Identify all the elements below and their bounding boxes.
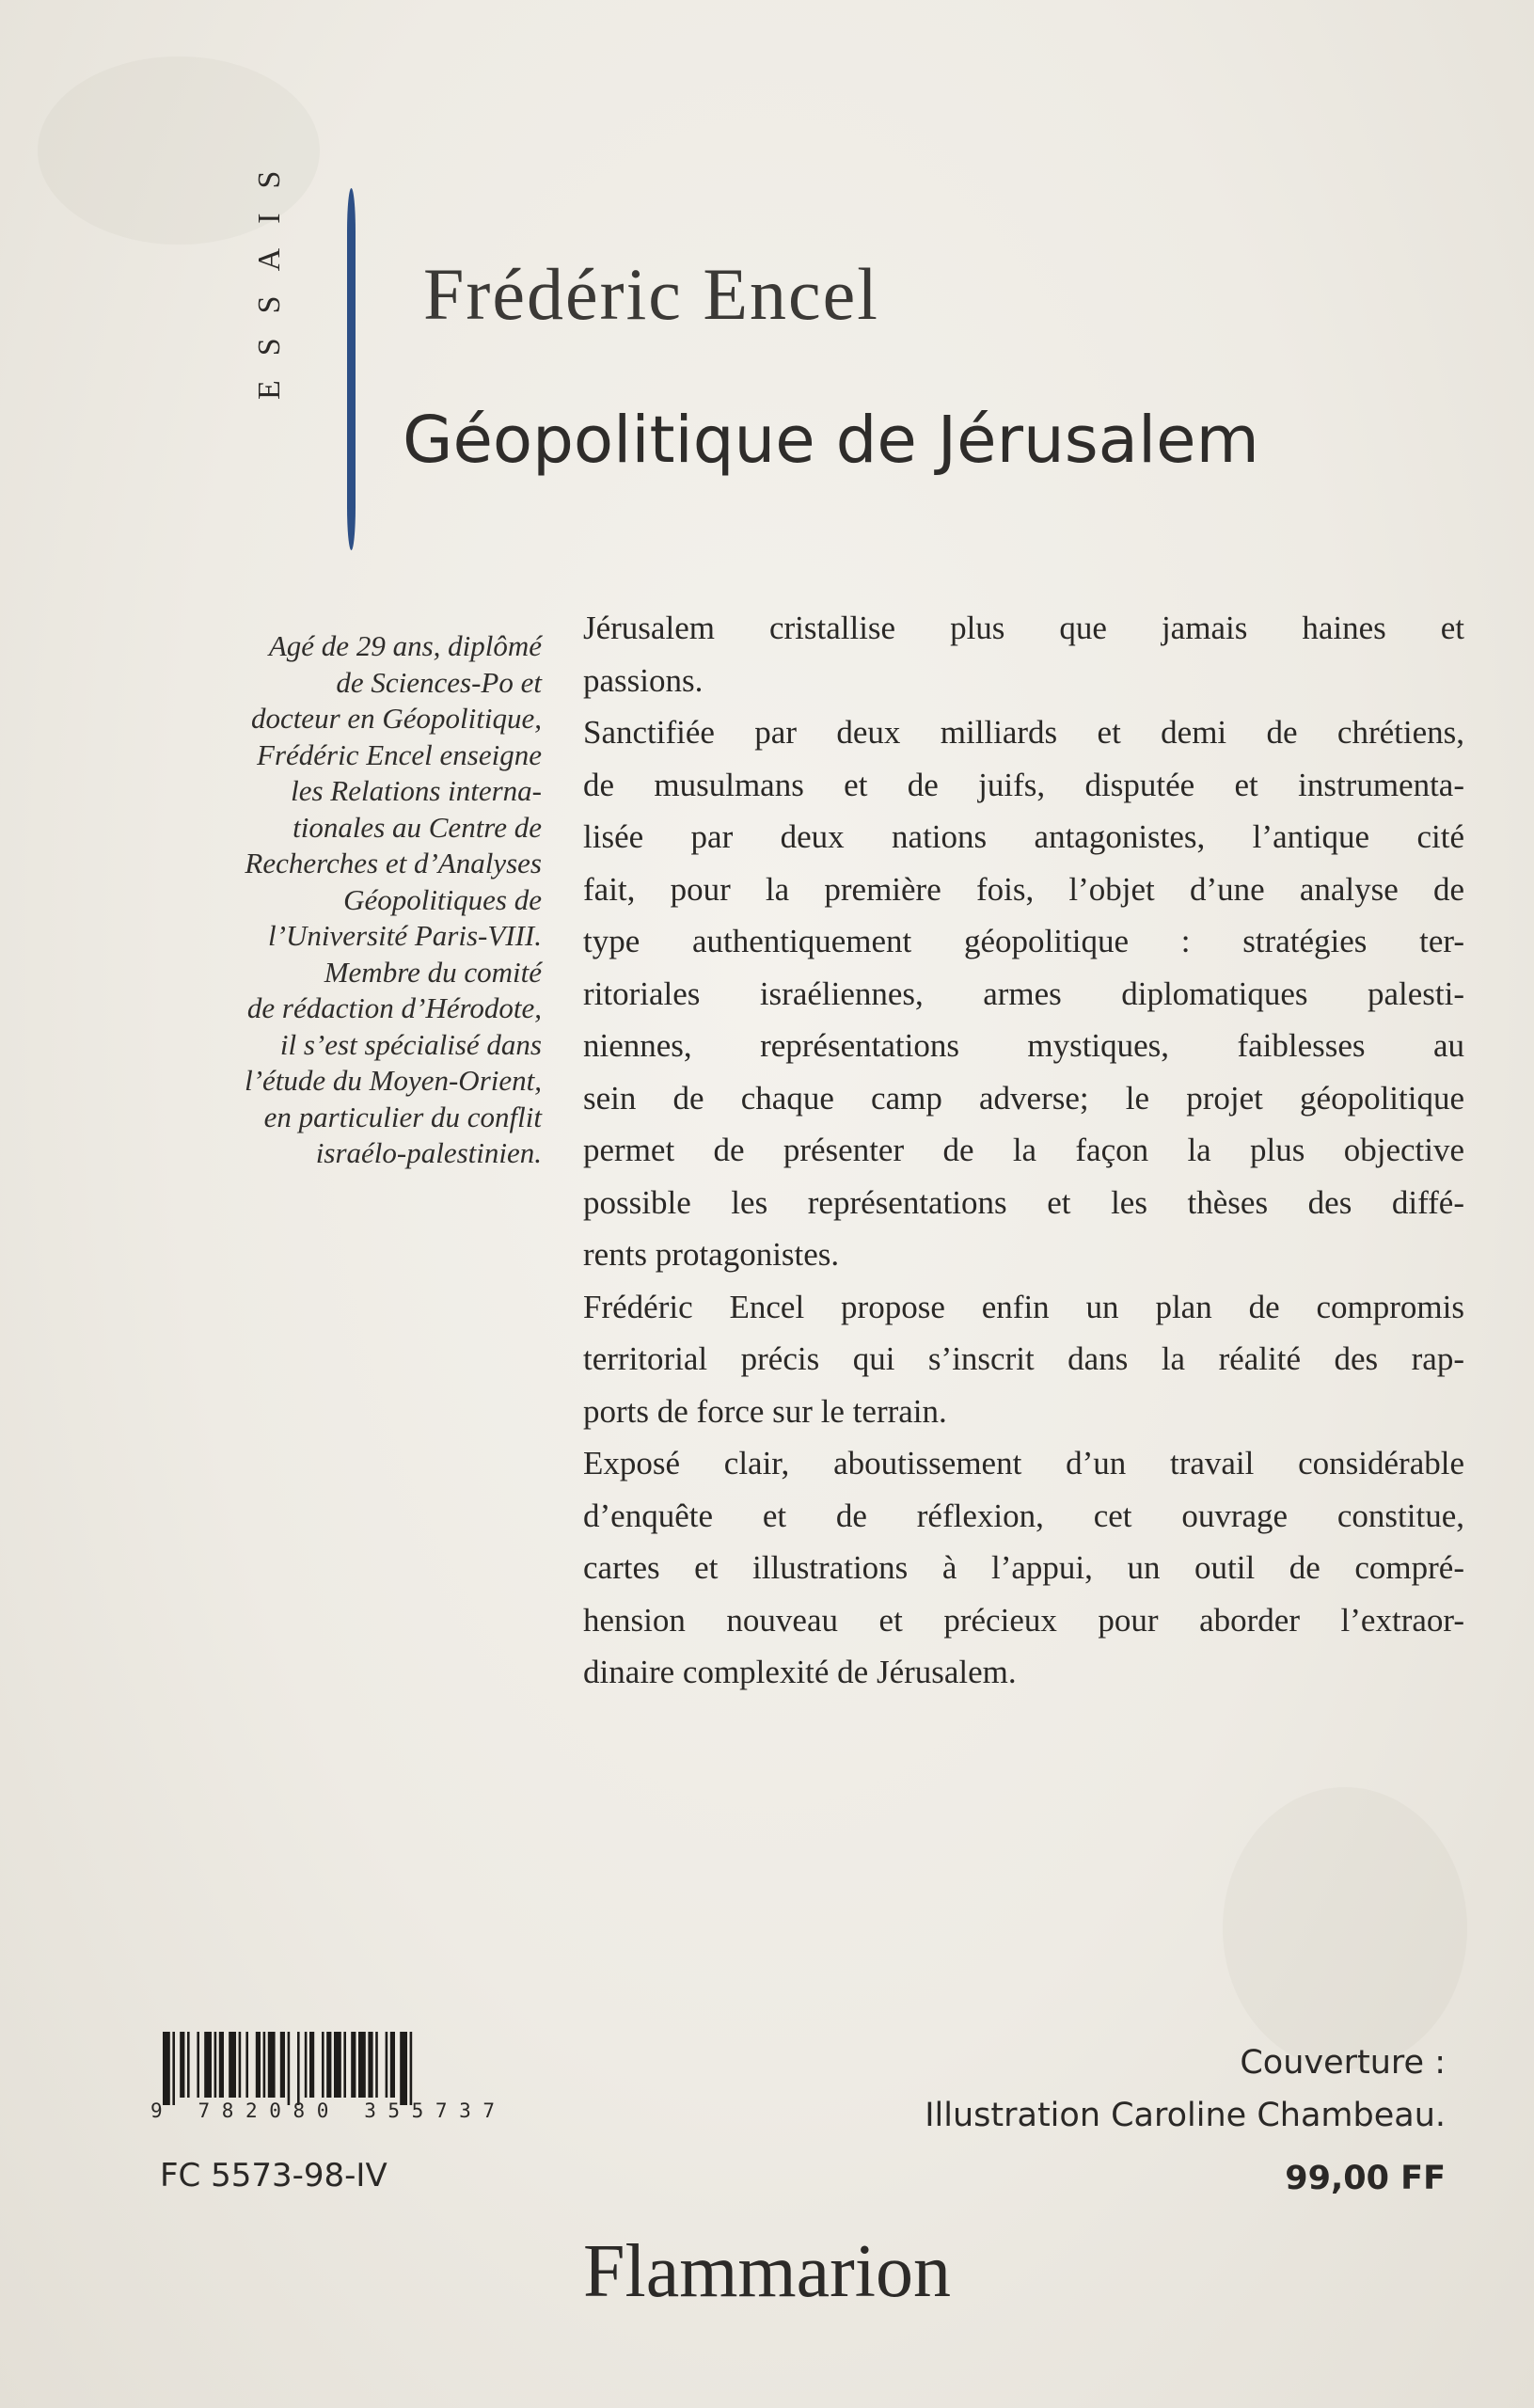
- book-title: Géopolitique de Jérusalem: [403, 403, 1259, 478]
- book-blurb: [583, 602, 1464, 1699]
- blurb-line: ritoriales israéliennes, armes diplomatiques palesti-: [583, 974, 1464, 1012]
- bio-line: Géopolitiques de: [343, 882, 542, 916]
- barcode-bar: [326, 2032, 331, 2098]
- barcode-bar: [204, 2032, 212, 2098]
- blurb-line: d’enquête et de réflexion, cet ouvrage constitue,: [583, 1497, 1464, 1534]
- bio-line: Agé de 29 ans, diplômé: [268, 629, 542, 662]
- barcode-bar: [180, 2032, 184, 2098]
- series-label: [213, 89, 287, 400]
- barcode-bar: [410, 2032, 413, 2105]
- publisher-logo: Flammarion: [582, 2230, 952, 2313]
- barcode-bar: [268, 2032, 276, 2098]
- bio-line: de rédaction d’Hérodote,: [246, 991, 542, 1024]
- blurb-line: permet de présenter de la façon la plus objective: [583, 1132, 1464, 1168]
- barcode-bar: [256, 2032, 261, 2098]
- barcode-bar: [197, 2032, 199, 2098]
- accent-rule: [347, 188, 356, 550]
- barcode-bar: [322, 2032, 324, 2098]
- barcode-bar: [172, 2032, 175, 2105]
- blurb-line: Jérusalem cristallise plus que jamais haines et: [583, 610, 1464, 646]
- blurb-line: niennes, représentations mystiques, faiblesses au: [583, 1027, 1464, 1064]
- barcode-bar: [386, 2032, 388, 2098]
- bio-line: l’étude du Moyen-Orient,: [245, 1064, 542, 1097]
- bio-line: israélo-palestinien.: [315, 1136, 542, 1169]
- bio-line: docteur en Géopolitique,: [250, 702, 542, 735]
- bio-line: de Sciences-Po et: [336, 665, 542, 699]
- blurb-line: dinaire complexité de Jérusalem.: [583, 1654, 1017, 1690]
- barcode-bar: [368, 2032, 372, 2098]
- barcode-bar: [390, 2032, 395, 2098]
- bio-line: il s’est spécialisé dans: [279, 1027, 542, 1061]
- blurb-line: cartes et illustrations à l’appui, un outil de compré-: [583, 1549, 1464, 1586]
- blurb-line: Sanctifiée par deux milliards et demi de chrétiens,: [583, 714, 1464, 751]
- barcode-bar: [400, 2032, 407, 2105]
- blurb-line: lisée par deux nations antagonistes, l’antique cité: [583, 818, 1464, 855]
- price: 99,00 FF: [1285, 2160, 1446, 2197]
- cover-illustrator: Illustration Caroline Chambeau.: [925, 2097, 1446, 2134]
- paper-stain: [1223, 1787, 1467, 2069]
- blurb-line: possible les représentations et les thèses des diffé-: [583, 1183, 1464, 1221]
- author-bio: [179, 628, 542, 1172]
- barcode-bar: [305, 2032, 308, 2098]
- barcode-bar: [187, 2032, 190, 2098]
- blurb-line: sein de chaque camp adverse; le projet géopolitique: [583, 1079, 1464, 1117]
- blurb-line: ports de force sur le terrain.: [583, 1392, 947, 1430]
- blurb-line: de musulmans et de juifs, disputée et instrumenta-: [583, 766, 1464, 803]
- author-name: Frédéric Encel: [423, 253, 879, 335]
- bio-line: en particulier du conflit: [263, 1100, 542, 1133]
- barcode-bar: [288, 2032, 291, 2105]
- blurb-line: type authentiquement géopolitique : stratégies ter-: [583, 923, 1464, 959]
- bio-line: Recherches et d’Analyses: [245, 847, 542, 879]
- barcode-bar: [309, 2032, 314, 2098]
- barcode-bar: [219, 2032, 224, 2098]
- barcode-bar: [280, 2032, 285, 2098]
- barcode-bar: [351, 2032, 356, 2098]
- blurb-line: Exposé clair, aboutissement d’un travail considérable: [583, 1445, 1464, 1481]
- barcode-bar: [375, 2032, 378, 2098]
- bio-line: tionales au Centre de: [293, 810, 542, 844]
- bio-line: Frédéric Encel enseigne: [257, 737, 542, 771]
- bio-line: Membre du comité: [324, 955, 542, 989]
- blurb-line: passions.: [583, 661, 704, 699]
- barcode-bar: [163, 2032, 170, 2105]
- barcode-bar: [214, 2032, 217, 2098]
- cover-label: Couverture :: [1240, 2044, 1446, 2082]
- bio-line: l’Université Paris-VIII.: [268, 919, 542, 952]
- blurb-line: territorial précis qui s’inscrit dans la réalité des rap-: [583, 1340, 1464, 1377]
- barcode-bar: [229, 2032, 236, 2098]
- catalog-code: FC 5573-98-IV: [160, 2157, 387, 2194]
- blurb-line: rents protagonistes.: [583, 1236, 840, 1273]
- barcode-bar: [334, 2032, 341, 2098]
- series-text: ESSAIS: [252, 146, 287, 400]
- barcode-bar: [297, 2032, 300, 2105]
- blurb-line: fait, pour la première fois, l’objet d’une analyse de: [583, 870, 1464, 908]
- barcode-digits: 9 782080 355737: [150, 2099, 507, 2122]
- barcode-bar: [263, 2032, 266, 2098]
- barcode-bar: [239, 2032, 242, 2098]
- bio-line: les Relations interna-: [291, 774, 542, 807]
- barcode-bar: [358, 2032, 366, 2098]
- barcode-bar: [245, 2032, 248, 2098]
- barcode-bar: [343, 2032, 346, 2098]
- blurb-line: Frédéric Encel propose enfin un plan de compromis: [583, 1288, 1464, 1325]
- blurb-line: hension nouveau et précieux pour aborder l’extraor-: [583, 1601, 1464, 1639]
- cover-credit: [925, 2036, 1446, 2142]
